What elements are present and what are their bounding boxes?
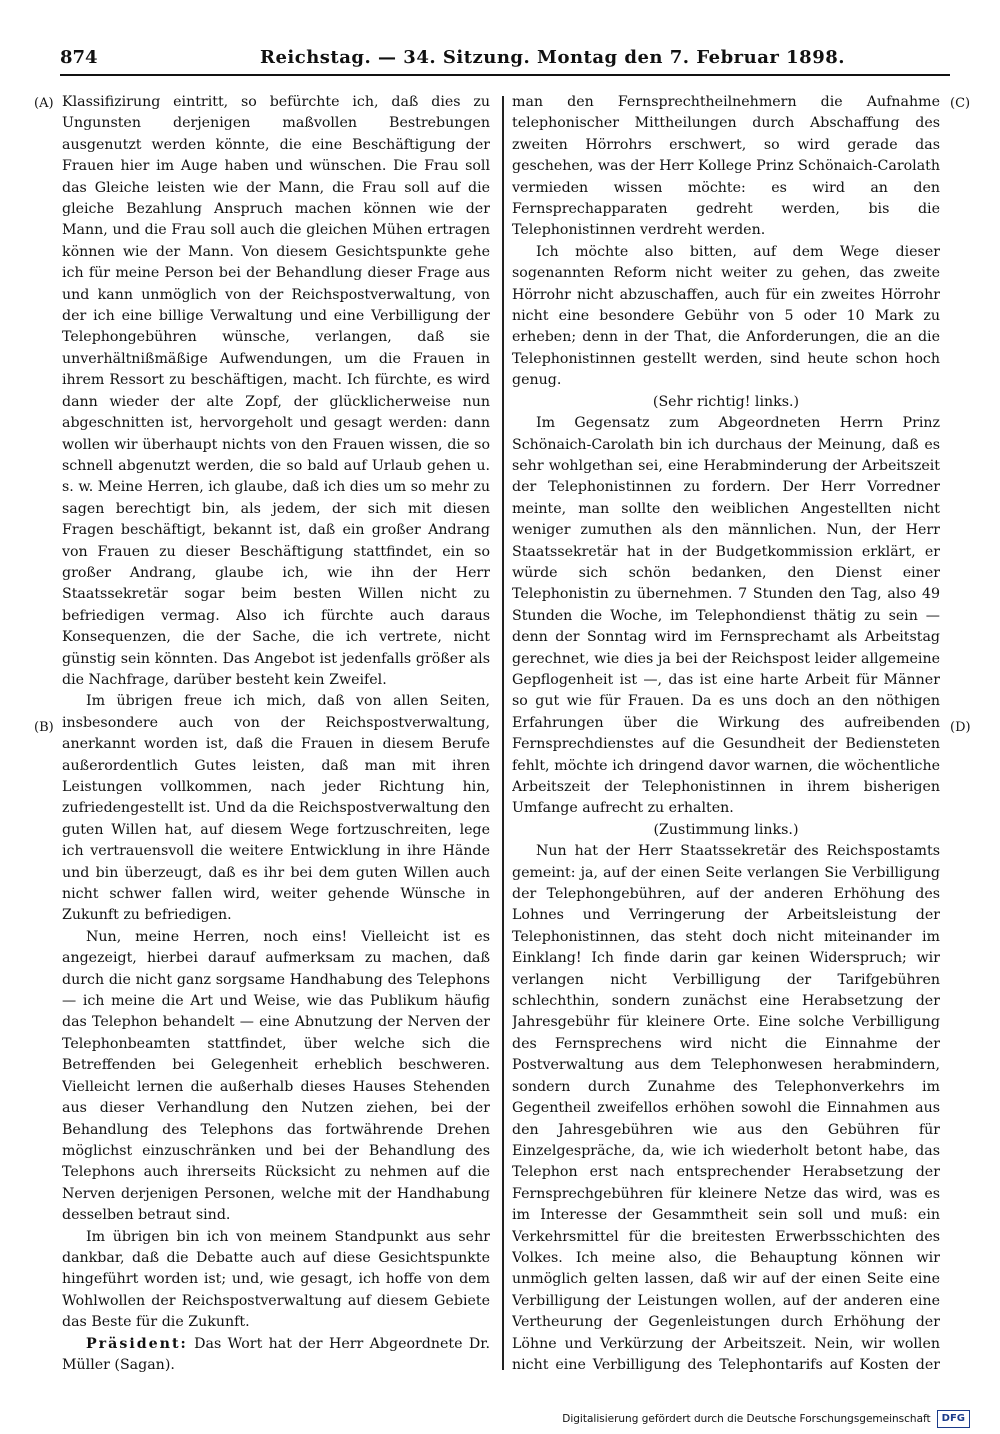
margin-mark-c: (C)	[950, 96, 971, 111]
digitization-credit	[562, 1410, 970, 1428]
right-column	[512, 92, 940, 1374]
paragraph: Im Gegensatz zum Abgeordneten Herrn Prinz Schönaich-Carolath bin ich durchaus der Meinung, daß es sehr wohlgethan sei, eine Herabminderung der Arbeitszeit der Telephonistinnen zu fordern. Der Herr Vorredner meinte, man sollte den weiblichen Angestellten nicht weniger zumuthen als den männlichen. Nun, der Herr Staatssekretär hat in der Budgetkommission erklärt, er würde sich schön bedanken, den Dienst einer Telephonistin zu übernehmen. 7 Stunden den Tag, also 49 Stunden die Woche, im Telephondienst thätig zu sein — denn der Sonntag wird im Fernsprechamt als Arbeitstag gerechnet, wie dies ja bei der Reichspost leider allgemeine Gepflogenheit ist —, das ist eine harte Arbeit für Männer so gut wie für Frauen. Da es uns doch an den nöthigen Erfahrungen über die Wirkung des aufreibenden Fernsprechdienstes auf die Gesundheit der Bediensteten fehlt, möchte ich dringend davor warnen, die wöchentliche Arbeitszeit der Telephonistinnen in ihrem bisherigen Umfange aufrecht zu erhalten.	[512, 415, 940, 817]
margin-mark-a: (A)	[34, 96, 54, 111]
margin-mark-d: (D)	[950, 720, 971, 735]
paragraph	[62, 1334, 490, 1374]
paragraph: Nun hat der Herr Staatssekretär des Reichspostamts gemeint: ja, auf der einen Seite verlangen Sie Verbilligung der Telephongebühren, auf der anderen Erhöhung des Lohnes und Verringerung der Arbeitsleistung der Telephonistinnen, das steht doch nicht miteinander im Einklang! Ich finde darin gar keinen Widerspruch; wir verlangen nicht Verbilligung der Tarifgebühren schlechthin, sondern zunächst eine Herabsetzung der Jahresgebühr für kleinere Orte. Eine solche Verbilligung des Fernsprechens wird nicht die Einnahme der Postverwaltung aus dem Telephonwesen herabmindern, sondern durch Zunahme des Telephonverkehrs im Gegentheil zweifellos erhöhen sowohl die Einnahmen aus den Jahresgebühren wie aus den Gebühren für Einzelgespräche, da, wie ich wiederholt betont habe, das Telephon erst nach entsprechender Herabsetzung der Fernsprechgebühren für kleinere Netze das wird, was es im Interesse der Gesammtheit sein soll und muß: ein Verkehrsmittel für die breitesten Erwerbsschichten des Volkes. Ich meine also, die Behauptung können wir unmöglich gelten lassen, daß wir auf der einen Seite eine Verbilligung der Leistungen wollen, auf der anderen eine Vertheurung der Gegenleistungen durch Erhöhung der Löhne und Verkürzung der Arbeitszeit. Nein, wir wollen nicht eine Verbilligung des Telephontarifs auf Kosten der	[512, 843, 940, 1373]
page-number: 874	[60, 47, 98, 68]
interjection: (Zustimmung links.)	[653, 821, 799, 838]
running-head: Reichstag. — 34. Sitzung. Montag den 7. Februar 1898.	[260, 47, 846, 68]
header-rule	[60, 74, 950, 76]
paragraph: Im übrigen bin ich von meinem Standpunkt aus sehr dankbar, daß die Debatte auch auf diese Gesichtspunkte hingeführt worden ist; und, wie gesagt, ich hoffe von dem Wohlwollen der Reichspostverwaltung auf diesem Gebiete das Beste für die Zukunft.	[62, 1228, 490, 1331]
paragraph: Ich möchte also bitten, auf dem Wege dieser sogenannten Reform nicht weiter zu gehen, das zweite Hörrohr nicht abzuschaffen, auch für ein zweites Hörrohr nicht eine besondere Gebühr von 5 oder 10 Mark zu erheben; denn in der That, die Anforderungen, die an die Telephonistinnen gestellt werden, sind heute schon hoch genug.	[512, 243, 940, 389]
credit-text: Digitalisierung gefördert durch die Deutsche Forschungsgemeinschaft	[562, 1413, 931, 1425]
paragraph: man den Fernsprechtheilnehmern die Aufnahme telephonischer Mittheilungen durch Abschaffung des zweiten Hörrohrs erschwert, so wird gerade das geschehen, was der Herr Kollege Prinz Schönaich-Carolath vermieden wissen möchte: es wird an den Fernsprechapparaten gedreht werden, bis die Telephonistinnen verdreht werden.	[512, 94, 940, 239]
left-column	[62, 92, 490, 1374]
paragraph: Im übrigen freue ich mich, daß von allen Seiten, insbesondere auch von der Reichspostverwaltung, anerkannt worden ist, daß die Frauen in diesem Berufe außerordentlich Gutes leisten, daß man mit ihren Leistungen vollkommen, nach jeder Richtung hin, zufriedengestellt ist. Und da die Reichspostverwaltung den guten Willen hat, auf diesem Wege fortzuschreiten, lege ich vertrauensvoll die weitere Entwicklung in ihre Hände und bin überzeugt, daß es ihr bei dem guten Willen auch nicht schwer fallen wird, weiter gehende Wünsche in Zukunft zu befriedigen.	[62, 693, 490, 924]
speech-text: Das Wort hat der Herr Abgeordnete Dr. Müller (Sagan).	[62, 1335, 490, 1373]
interjection: (Sehr richtig! links.)	[652, 393, 800, 410]
dfg-logo: DFG	[937, 1410, 970, 1428]
page-header	[60, 44, 950, 72]
margin-mark-b: (B)	[34, 720, 54, 735]
speaker-name: Präsident:	[86, 1335, 188, 1352]
column-divider	[502, 96, 504, 1370]
paragraph: Klassifizirung eintritt, so befürchte ich, daß dies zu Ungunsten derjenigen maßvollen Bestrebungen ausgenutzt werden könnte, die eine Beschäftigung der Frauen hier im Auge haben und wünschen. Die Frau soll das Gleiche leisten wie der Mann, die Frau soll auf die gleiche Bezahlung Anspruch machen können wie der Mann, und die Frau soll auch die gleichen Mühen ertragen können wie der Mann. Von diesem Gesichtspunkte gehe ich für meine Person bei der Behandlung dieser Frage aus und kann unmöglich von der Reichspostverwaltung, von der ich eine billige Verwaltung und eine Verbilligung der Telephongebühren wünsche, verlangen, daß sie unverhältnißmäßige Aufwendungen, um die Frauen in ihrem Ressort zu beschäftigen, macht. Ich fürchte, es wird dann wieder der alte Zopf, der glücklicherweise nun abgeschnitten ist, hervorgeholt und gesagt werden: dann wollen wir überhaupt nichts von den Frauen wissen, die so schnell abgenutzt werden, die so bald auf Urlaub gehen u. s. w. Meine Herren, ich glaube, daß ich dies um so mehr zu sagen berechtigt bin, als jedem, der sich mit diesen Fragen beschäftigt, bekannt ist, daß ein großer Andrang von Frauen zu dieser Beschäftigung stattfindet, ein so großer Andrang, glaube ich, wie ihn der Herr Staatssekretär sogar beim besten Willen nicht zu befriedigen vermag. Also ich fürchte auch daraus Konsequenzen, die der Sache, die ich vertrete, nicht günstig sein könnten. Das Angebot ist jedenfalls größer als die Nachfrage, darüber besteht kein Zweifel.	[62, 94, 490, 688]
paragraph: Nun, meine Herren, noch eins! Vielleicht ist es angezeigt, hierbei darauf aufmerksam zu machen, daß durch die nicht ganz sorgsame Handhabung des Telephons — ich meine die Art und Weise, wie das Publikum häufig das Telephon behandelt — eine Abnutzung der Nerven der Telephonbeamten stattfindet, über welche sich die Betreffenden bei Gelegenheit erheblich beschweren. Vielleicht lernen die außerhalb dieses Hauses Stehenden aus dieser Verhandlung den Nutzen ziehen, bei der Behandlung des Telephons das fortwährende Drehen möglichst einzuschränken und bei der Behandlung des Telephons auch ihrerseits Rücksicht zu nehmen auf die Nerven derjenigen Personen, welche mit der Handhabung desselben betraut sind.	[62, 928, 490, 1224]
